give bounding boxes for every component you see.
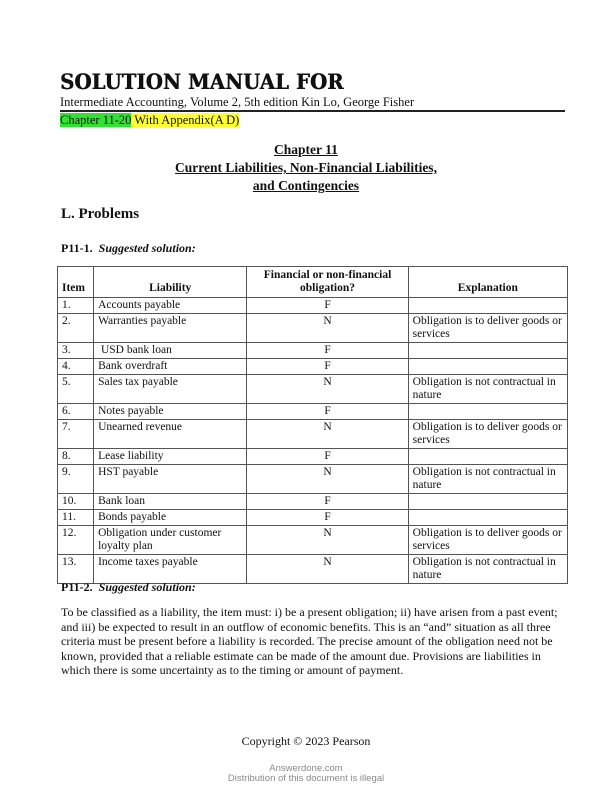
watermark-notice: Distribution of this document is illegal (227, 773, 385, 784)
table-row (58, 420, 568, 449)
section-title: L. Problems (61, 206, 140, 222)
chapters-highlight-green: Chapter 11-20 (60, 113, 132, 127)
cell-obligation-type: F (247, 404, 408, 420)
table-row (58, 314, 568, 343)
cell-explanation (408, 359, 567, 375)
table-header-row (58, 267, 568, 298)
cell-liability: Warranties payable (94, 314, 247, 343)
chapter-number: Chapter 11 (274, 142, 338, 157)
cell-obligation-type: N (247, 555, 408, 584)
banner-chapters (60, 113, 239, 127)
table-row (58, 526, 568, 555)
cell-explanation (408, 494, 567, 510)
cell-liability: Lease liability (94, 449, 247, 465)
header-explanation: Explanation (408, 267, 567, 298)
cell-explanation: Obligation is to deliver goods or services (408, 420, 567, 449)
cell-explanation: Obligation is not contractual in nature (408, 555, 567, 584)
cell-liability: Sales tax payable (94, 375, 247, 404)
cell-explanation: Obligation is to deliver goods or services (408, 526, 567, 555)
cell-item: 7. (58, 420, 94, 449)
cell-liability: Bonds payable (94, 510, 247, 526)
header-liability: Liability (94, 267, 247, 298)
chapter-title-line-2: and Contingencies (252, 178, 360, 193)
cell-obligation-type: F (247, 449, 408, 465)
table-row (58, 449, 568, 465)
cell-liability: Bank overdraft (94, 359, 247, 375)
table-row (58, 343, 568, 359)
problem-number: P11-1. (61, 241, 93, 255)
cell-obligation-type: N (247, 375, 408, 404)
cell-obligation-type: N (247, 526, 408, 555)
banner-subtitle: Intermediate Accounting, Volume 2, 5th edition Kin Lo, George Fisher (60, 95, 415, 109)
problem-subtitle: Suggested solution: (98, 241, 196, 255)
cell-item: 10. (58, 494, 94, 510)
cell-item: 12. (58, 526, 94, 555)
copyright-notice: Copyright © 2023 Pearson (241, 734, 371, 748)
table-row (58, 359, 568, 375)
cell-obligation-type: N (247, 420, 408, 449)
table-row (58, 375, 568, 404)
problem-label-p11-1 (61, 241, 196, 256)
cell-explanation (408, 510, 567, 526)
cell-item: 6. (58, 404, 94, 420)
table-row (58, 494, 568, 510)
table-row (58, 510, 568, 526)
cell-item: 5. (58, 375, 94, 404)
cell-obligation-type: F (247, 359, 408, 375)
problem-label-p11-2 (61, 580, 196, 595)
cell-obligation-type: F (247, 510, 408, 526)
problem-number: P11-2. (61, 580, 93, 594)
cell-liability: Unearned revenue (94, 420, 247, 449)
cell-liability: HST payable (94, 465, 247, 494)
cell-item: 13. (58, 555, 94, 584)
cell-explanation: Obligation is not contractual in nature (408, 375, 567, 404)
cell-item: 4. (58, 359, 94, 375)
cell-obligation-type: N (247, 314, 408, 343)
cell-liability: Obligation under customer loyalty plan (94, 526, 247, 555)
cell-liability: Notes payable (94, 404, 247, 420)
cell-obligation-type: F (247, 343, 408, 359)
cell-item: 1. (58, 298, 94, 314)
cell-item: 8. (58, 449, 94, 465)
cell-item: 9. (58, 465, 94, 494)
problem-subtitle: Suggested solution: (98, 580, 196, 594)
cell-item: 11. (58, 510, 94, 526)
cell-item: 2. (58, 314, 94, 343)
cell-item: 3. (58, 343, 94, 359)
banner-title: SOLUTION MANUAL FOR (60, 69, 344, 94)
table-row (58, 404, 568, 420)
cell-liability: Accounts payable (94, 298, 247, 314)
cell-explanation: Obligation is to deliver goods or services (408, 314, 567, 343)
table-body (58, 298, 568, 584)
watermark-site: Answerdone.com (269, 763, 343, 774)
cell-obligation-type: F (247, 494, 408, 510)
cell-explanation: Obligation is not contractual in nature (408, 465, 567, 494)
header-obligation-type: Financial or non-financial obligation? (247, 267, 408, 298)
chapter-heading (0, 141, 612, 195)
table-row (58, 298, 568, 314)
header-item: Item (58, 267, 94, 298)
cell-explanation (408, 343, 567, 359)
liabilities-table (57, 266, 568, 584)
chapter-title-line-1: Current Liabilities, Non-Financial Liabilities, (175, 160, 437, 175)
banner-divider (60, 110, 565, 112)
chapters-highlight-yellow: With Appendix(A D) (131, 113, 240, 127)
cell-explanation (408, 404, 567, 420)
cell-obligation-type: F (247, 298, 408, 314)
cell-explanation (408, 298, 567, 314)
p11-2-paragraph: To be classified as a liability, the item must: i) be a present obligation; ii) have arisen from a past event; and iii) be expected to result in an outflow of economic benefits. This is an “and” situation as all three criteria must be present before a liability is recorded. The precise amount of the obligation need not be known, provided that a reliable estimate can be made of the amount due. Provisions are liabilities in which there is some uncertainty as to the timing or amount of payment. (61, 605, 558, 677)
cell-explanation (408, 449, 567, 465)
cell-liability: Income taxes payable (94, 555, 247, 584)
cell-liability: USD bank loan (94, 343, 247, 359)
cell-obligation-type: N (247, 465, 408, 494)
cell-liability: Bank loan (94, 494, 247, 510)
table-row (58, 465, 568, 494)
